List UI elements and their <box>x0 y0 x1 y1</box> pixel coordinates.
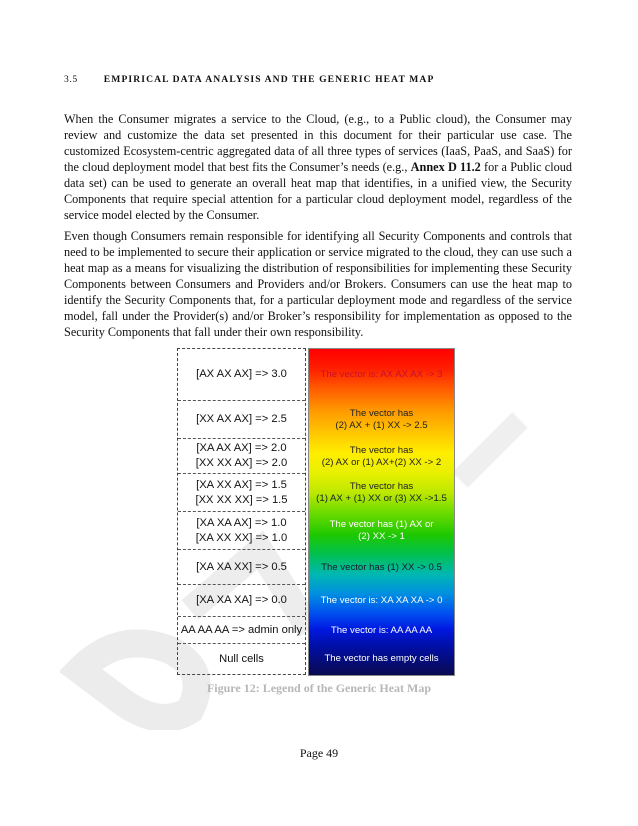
legend-vector-label: [XA XX AX] => 1.5 <box>196 478 287 491</box>
legend-vector-label: AA AA AA => admin only <box>180 623 303 636</box>
legend-vector-column <box>177 348 306 675</box>
paragraph-1-text-a: When the Consumer migrates a service to the Cloud, (e.g., to a Public cloud), the Consumer may review and customize the data set presented in this document for their particular use case. The customized Ecosystem-centric aggregated data of all three types of services (IaaS, PaaS, and SaaS) for the cloud deployment model that best fits the Consumer’s needs (e.g., <box>64 112 572 174</box>
legend-vector-row <box>178 349 305 401</box>
section-title: EMPIRICAL DATA ANALYSIS AND THE GENERIC HEAT MAP <box>103 74 435 85</box>
legend-score-row <box>309 585 454 617</box>
section-heading <box>64 74 434 85</box>
legend-vector-label: [XA XA AX] => 1.0 <box>196 516 287 529</box>
legend-score-row <box>309 349 454 401</box>
legend-score-label: The vector has (1) AX or <box>329 519 434 530</box>
legend-vector-row <box>178 644 305 674</box>
legend-score-label: (2) XX -> 1 <box>358 531 405 542</box>
legend-score-row <box>309 617 454 644</box>
legend-vector-row <box>178 401 305 439</box>
legend-score-row <box>309 550 454 585</box>
legend-color-scale <box>308 348 455 676</box>
legend-score-label: The vector has empty cells <box>324 653 439 664</box>
paragraph-1 <box>64 111 572 223</box>
legend-score-label: The vector has <box>349 408 414 419</box>
legend-score-label: The vector has (1) XX -> 0.5 <box>321 561 442 573</box>
legend-vector-row <box>178 439 305 474</box>
legend-vector-row <box>178 474 305 512</box>
legend-vector-row <box>178 585 305 617</box>
figure-caption: Figure 12: Legend of the Generic Heat Map <box>206 681 432 695</box>
annex-reference: Annex D 11.2 <box>410 160 481 174</box>
legend-vector-label: [AX AX AX] => 3.0 <box>196 368 287 380</box>
legend-score-label: (2) AX or (1) AX+(2) XX -> 2 <box>321 456 442 468</box>
legend-score-label: (2) AX + (1) XX -> 2.5 <box>335 420 428 431</box>
legend-vector-row <box>178 512 305 550</box>
page-number: Page 49 <box>299 746 339 760</box>
section-number: 3.5 <box>64 74 78 85</box>
legend-vector-label: [XX XX XX] => 1.5 <box>195 493 288 506</box>
legend-score-label: The vector has <box>349 444 414 456</box>
legend-vector-label: [XA XX XX] => 1.0 <box>195 531 288 544</box>
legend-score-row <box>309 474 454 512</box>
legend-vector-label: [XA AX AX] => 2.0 <box>196 442 287 454</box>
legend-score-label: The vector has <box>349 481 414 492</box>
legend-vector-label: [XA XA XX] => 0.5 <box>196 560 287 573</box>
legend-score-row <box>309 439 454 474</box>
legend-score-row <box>309 512 454 550</box>
legend-score-label: The vector is: XA XA XA -> 0 <box>320 595 443 606</box>
legend-score-label: (1) AX + (1) XX or (3) XX ->1.5 <box>316 493 447 504</box>
legend-vector-row <box>178 617 305 644</box>
legend-score-label: The vector is: AA AA AA <box>330 624 433 636</box>
legend-vector-label: [XX AX AX] => 2.5 <box>196 413 287 425</box>
legend-vector-label: [XA XA XA] => 0.0 <box>196 594 287 606</box>
legend-score-row <box>309 401 454 439</box>
legend-score-label: The vector is: AX AX AX -> 3 <box>320 369 443 380</box>
paragraph-2: Even though Consumers remain responsible for identifying all Security Components and controls that need to be implemented to secure their application or service migrated to the cloud, they can use such a heat map as a means for visualizing the distribution of responsibilities for implementing these Security Components between Consumers and Providers and/or Brokers. Consumers can use the heat map to identify the Security Components that, for a particular deployment mode and regardless of the service model, fall under the Provider(s) and/or Broker’s responsibility for implementation as opposed to the Security Components that fall under their own responsibility. <box>64 229 572 339</box>
legend-vector-label: Null cells <box>219 652 264 665</box>
paragraph-1-text-b: for a Public cloud data set) can be used to generate an overall heat map that identifies, in a unified view, the Security Components that require special attention for a particular cloud deployment model, regardless of the service model elected by the Consumer. <box>64 160 572 222</box>
legend-vector-label: [XX XX AX] => 2.0 <box>195 457 288 469</box>
legend-vector-row <box>178 550 305 585</box>
legend-score-row <box>309 644 454 674</box>
